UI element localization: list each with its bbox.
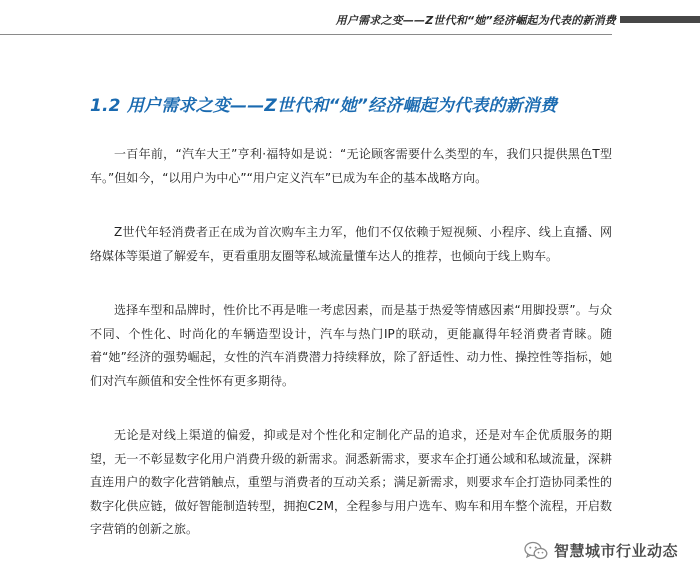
paragraph-1: 一百年前，“汽车大王”亨利·福特如是说：“无论顾客需要什么类型的车，我们只提供黑色T型车。”但如今，“以用户为中心”“用户定义汽车”已成为车企的基本战略方向。 xyxy=(90,147,612,185)
header-title: 用户需求之变——Z世代和“她”经济崛起为代表的新消费 xyxy=(335,14,616,27)
paragraph-2: Z世代年轻消费者正在成为首次购车主力军，他们不仅依赖于短视频、小程序、线上直播、网络媒体等渠道了解爱车，更看重朋友圈等私域流量懂车达人的推荐，也倾向于线上购车。 xyxy=(90,225,612,263)
page-header xyxy=(0,0,700,44)
header-divider xyxy=(0,34,612,35)
watermark xyxy=(524,540,678,561)
header-accent-block xyxy=(620,16,700,23)
paragraph-3: 选择车型和品牌时，性价比不再是唯一考虑因素，而是基于热爱等情感因素“用脚投票”。与众不同、个性化、时尚化的车辆造型设计，汽车与热门IP的联动，更能赢得年轻消费者青睐。随着“她”经济的强势崛起，女性的汽车消费潜力持续释放，除了舒适性、动力性、操控性等指标，她们对汽车颜值和安全性怀有更多期待。 xyxy=(90,303,612,388)
paragraph-4: 无论是对线上渠道的偏爱，抑或是对个性化和定制化产品的追求，还是对车企优质服务的期望，无一不彰显数字化用户消费升级的新需求。洞悉新需求，要求车企打通公域和私域流量，深耕直连用户的数字化营销触点，重塑与消费者的互动关系；满足新需求，则要求车企打造协同柔性的数字化供应链，做好智能制造转型，拥抱C2M，全程参与用户选车、购车和用车整个流程，开启数字营销的创新之旅。 xyxy=(90,428,612,536)
watermark-text: 智慧城市行业动态 xyxy=(553,542,678,560)
section-title: 1.2 用户需求之变——Z世代和“她”经济崛起为代表的新消费 xyxy=(90,96,558,116)
body-content xyxy=(90,143,612,573)
wechat-icon xyxy=(524,541,548,561)
